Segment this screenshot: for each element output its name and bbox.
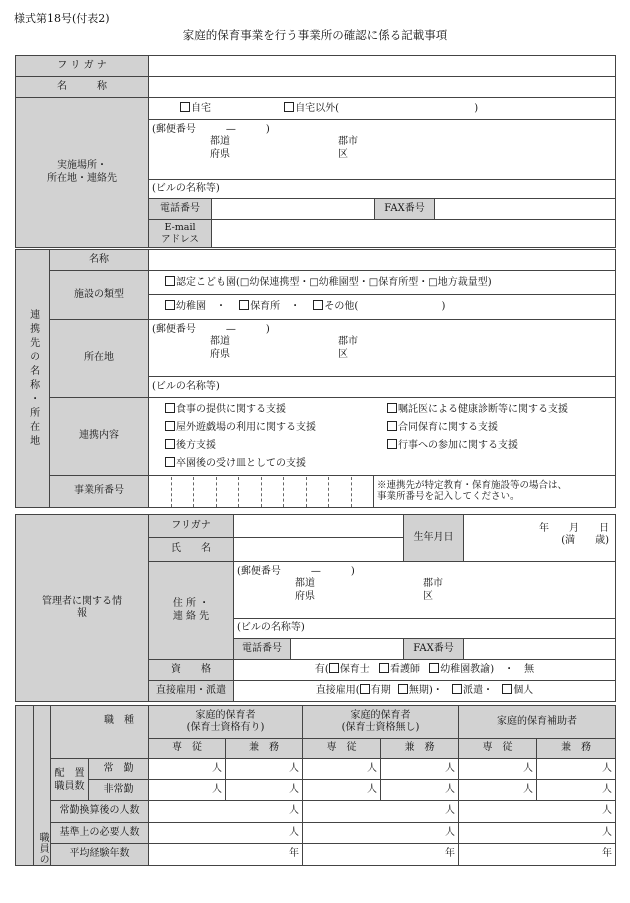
- dob-label: 生年月日: [404, 515, 464, 562]
- fax-field[interactable]: [435, 199, 616, 220]
- business-no-label: 事業所番号: [50, 476, 149, 508]
- support-events[interactable]: 行事への参加に関する支援: [398, 439, 518, 451]
- dob-field[interactable]: 年 月 日 (満 歳): [464, 515, 616, 562]
- staff-cell[interactable]: 人: [149, 801, 303, 823]
- type-other[interactable]: その他(: [324, 301, 359, 312]
- partner-section: [15, 249, 616, 508]
- fulltime-header: 専 従: [149, 739, 226, 759]
- partner-name-label: 名称: [50, 250, 149, 271]
- checkbox-icon[interactable]: [502, 684, 512, 694]
- placement-label: 配 置 職員数: [51, 759, 89, 801]
- regular-label: 常 勤: [89, 759, 149, 780]
- staff-cell[interactable]: 人: [459, 801, 616, 823]
- manager-section: [15, 514, 616, 702]
- job-type-label: 職 種: [51, 706, 149, 759]
- fulltime-header: 専 従: [459, 739, 537, 759]
- col-caregiver-unqualified: 家庭的保育者 (保育士資格無し): [303, 706, 459, 739]
- col-assistant: 家庭的保育補助者: [459, 706, 616, 739]
- furigana-field[interactable]: [149, 56, 616, 77]
- checkbox-icon[interactable]: [165, 403, 175, 413]
- manager-phone-label: 電話番号: [234, 639, 291, 660]
- qualification-label: 資 格: [149, 660, 234, 681]
- manager-name-field[interactable]: [234, 538, 404, 562]
- facility-section: [15, 55, 616, 248]
- staff-cell[interactable]: 人: [381, 780, 459, 801]
- parttime-header: 兼 務: [537, 739, 616, 759]
- staff-cell[interactable]: 人: [226, 759, 303, 780]
- non-home-close: ): [474, 102, 479, 114]
- experience-label: 平均経験年数: [51, 844, 149, 866]
- employ-individual[interactable]: 個人: [513, 685, 534, 697]
- manager-fax-field[interactable]: [464, 639, 616, 660]
- checkbox-icon[interactable]: [165, 276, 175, 286]
- form-id: 様式第18号(付表2): [14, 12, 110, 25]
- support-meals[interactable]: 食事の提供に関する支援: [176, 403, 286, 415]
- checkbox-icon[interactable]: [452, 684, 462, 694]
- partner-address-label: 所在地: [50, 320, 149, 398]
- manager-furigana-label: フリガナ: [149, 515, 234, 538]
- facility-type-label: 施設の類型: [50, 271, 149, 320]
- staff-side-outer: [16, 706, 34, 866]
- partner-side-label: 連携先の名称・所在地: [16, 250, 50, 508]
- converted-label: 常勤換算後の人数: [51, 801, 149, 823]
- checkbox-icon[interactable]: [165, 300, 175, 310]
- fulltime-header: 専 従: [303, 739, 381, 759]
- checkbox-icon[interactable]: [284, 102, 294, 112]
- checkbox-icon[interactable]: [165, 439, 175, 449]
- support-health-check[interactable]: 嘱託医による健康診断等に関する支援: [398, 403, 568, 415]
- staff-section: [15, 705, 616, 866]
- type-nursery[interactable]: 保育所 ・: [250, 301, 301, 312]
- home-option[interactable]: 自宅: [180, 103, 211, 114]
- support-joint-care[interactable]: 合同保育に関する支援: [398, 421, 498, 433]
- staff-side-label: 職員の: [34, 706, 51, 866]
- employment-label: 直接雇用・派遣: [149, 681, 234, 702]
- checkbox-icon[interactable]: [387, 439, 397, 449]
- partner-building[interactable]: (ビルの名称等): [149, 377, 616, 398]
- staff-cell[interactable]: 人: [303, 780, 381, 801]
- staff-cell[interactable]: 年: [303, 844, 459, 866]
- manager-furigana-field[interactable]: [234, 515, 404, 538]
- manager-address[interactable]: (郵便番号 — ) 都道 府県 郡市 区: [234, 562, 616, 619]
- facility-type-options: 認定こども園(□幼保連携型・□幼稚園型・□保育所型・□地方裁量型) 幼稚園 ・ 保育所 ・ その他( ): [149, 271, 616, 320]
- checkbox-icon[interactable]: [387, 403, 397, 413]
- employment-options: 直接雇用( 有期 無期)・ 派遣・ 個人: [234, 681, 616, 702]
- non-home-option[interactable]: 自宅以外(: [284, 103, 339, 114]
- phone-label: 電話番号: [149, 199, 212, 220]
- content-options: [149, 398, 616, 476]
- required-label: 基準上の必要人数: [51, 823, 149, 844]
- staff-cell[interactable]: 人: [226, 780, 303, 801]
- checkbox-icon[interactable]: [313, 300, 323, 310]
- manager-building[interactable]: (ビルの名称等): [234, 619, 616, 639]
- staff-cell[interactable]: 人: [149, 823, 303, 844]
- location-address[interactable]: (郵便番号 — ) 都道 府県 郡市 区: [149, 120, 616, 180]
- checkbox-icon[interactable]: [165, 421, 175, 431]
- location-type: [149, 98, 616, 120]
- qual-kindergarten-teacher[interactable]: 幼稚園教諭: [440, 664, 491, 676]
- location-label: 実施場所・ 所在地・連絡先: [16, 98, 149, 248]
- parttime-header: 兼 務: [381, 739, 459, 759]
- email-field[interactable]: [212, 220, 616, 248]
- content-label: 連携内容: [50, 398, 149, 476]
- staff-cell[interactable]: 年: [459, 844, 616, 866]
- business-no-note: ※連携先が特定教育・保育施設等の場合は、 事業所番号を記入してください。: [374, 476, 616, 508]
- name-label: 名 称: [16, 77, 149, 98]
- staff-cell[interactable]: 人: [459, 780, 537, 801]
- parttime-header: 兼 務: [226, 739, 303, 759]
- checkbox-icon[interactable]: [379, 663, 389, 673]
- staff-cell[interactable]: 人: [149, 759, 226, 780]
- staff-cell[interactable]: 人: [381, 759, 459, 780]
- staff-cell[interactable]: 人: [303, 823, 459, 844]
- employ-dispatch[interactable]: 派遣・: [463, 685, 493, 697]
- fax-label: FAX番号: [375, 199, 435, 220]
- email-label: E-mail アドレス: [149, 220, 212, 248]
- staff-cell[interactable]: 人: [537, 759, 616, 780]
- manager-fax-label: FAX番号: [404, 639, 464, 660]
- checkbox-icon[interactable]: [329, 663, 339, 673]
- manager-label: 管理者に関する情 報: [16, 515, 149, 702]
- qual-nurse[interactable]: 看護師: [390, 664, 420, 676]
- partner-name-field[interactable]: [149, 250, 616, 271]
- checkbox-icon[interactable]: [165, 457, 175, 467]
- checkbox-icon[interactable]: [398, 684, 408, 694]
- partner-address[interactable]: (郵便番号 — ) 都道 府県 郡市 区: [149, 320, 616, 377]
- manager-address-label: 住 所 ・ 連 絡 先: [149, 562, 234, 660]
- business-no-field[interactable]: [149, 476, 374, 508]
- staff-cell[interactable]: 人: [459, 823, 616, 844]
- checkbox-icon[interactable]: [429, 663, 439, 673]
- manager-name-label: 氏 名: [149, 538, 234, 562]
- qual-nursery-teacher[interactable]: 保育士: [339, 664, 370, 676]
- staff-cell[interactable]: 人: [303, 801, 459, 823]
- type-kodomoen[interactable]: 認定こども園(□幼保連携型・□幼稚園型・□保育所型・□地方裁量型): [176, 277, 492, 288]
- location-building[interactable]: (ビルの名称等): [149, 180, 616, 199]
- document-title: 家庭的保育事業を行う事業所の確認に係る記載事項: [182, 28, 448, 42]
- name-field[interactable]: [149, 77, 616, 98]
- staff-cell[interactable]: 人: [149, 780, 226, 801]
- support-playground[interactable]: 屋外遊戯場の利用に関する支援: [176, 421, 316, 433]
- support-after-graduation[interactable]: 卒園後の受け皿としての支援: [176, 457, 306, 469]
- employ-unfixed[interactable]: 無期)・: [408, 685, 443, 697]
- checkbox-icon[interactable]: [180, 102, 190, 112]
- checkbox-icon[interactable]: [387, 421, 397, 431]
- staff-cell[interactable]: 人: [303, 759, 381, 780]
- checkbox-icon[interactable]: [239, 300, 249, 310]
- support-backup[interactable]: 後方支援: [176, 439, 216, 451]
- manager-phone-field[interactable]: [291, 639, 404, 660]
- irregular-label: 非常勤: [89, 780, 149, 801]
- staff-cell[interactable]: 人: [459, 759, 537, 780]
- staff-cell[interactable]: 年: [149, 844, 303, 866]
- qualification-options: 有( 保育士 看護師 幼稚園教諭) ・ 無: [234, 660, 616, 681]
- phone-field[interactable]: [212, 199, 375, 220]
- checkbox-icon[interactable]: [360, 684, 370, 694]
- type-kindergarten[interactable]: 幼稚園 ・: [176, 301, 226, 312]
- staff-cell[interactable]: 人: [537, 780, 616, 801]
- col-caregiver-qualified: 家庭的保育者 (保育士資格有り): [149, 706, 303, 739]
- furigana-label: フ リ ガ ナ: [16, 56, 149, 77]
- employ-fixed[interactable]: 有期: [370, 685, 391, 697]
